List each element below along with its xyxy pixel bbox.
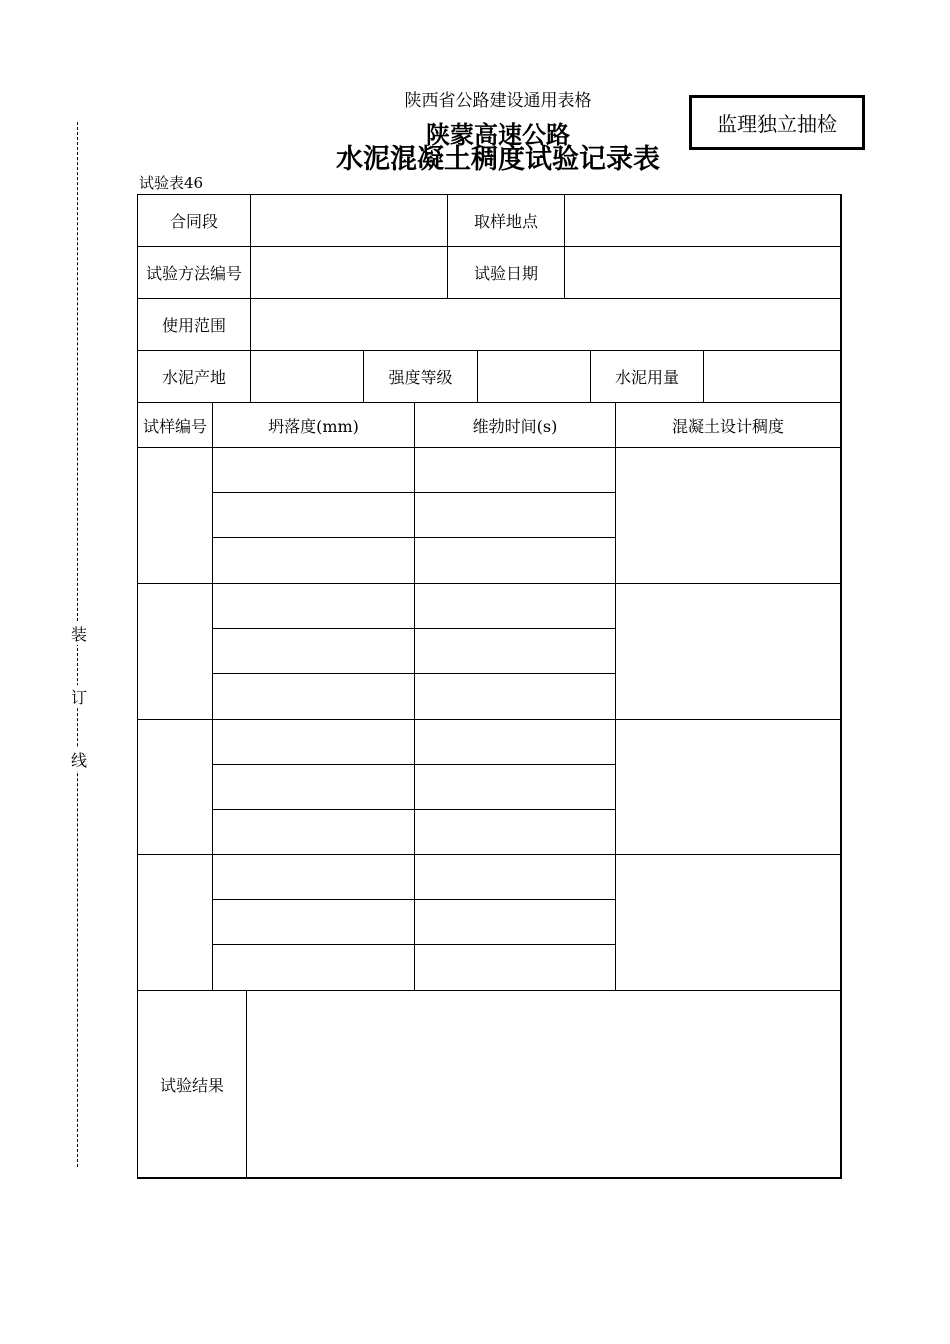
vebe-cell[interactable] <box>414 583 616 629</box>
header-design-consistency: 混凝土设计稠度 <box>615 402 841 448</box>
vebe-cell[interactable] <box>414 809 616 855</box>
test-method-label: 试验方法编号 <box>137 246 251 299</box>
binding-char: 装 <box>70 622 88 645</box>
contract-section-label: 合同段 <box>137 194 251 247</box>
test-date-label: 试验日期 <box>447 246 565 299</box>
province-form-label: 陕西省公路建设通用表格 <box>404 91 592 111</box>
vebe-cell[interactable] <box>414 719 616 765</box>
vebe-cell[interactable] <box>414 673 616 720</box>
slump-cell[interactable] <box>212 854 415 900</box>
usage-scope-label: 使用范围 <box>137 298 251 351</box>
vebe-cell[interactable] <box>414 537 616 584</box>
header-vebe-time: 维勃时间(s) <box>414 402 616 448</box>
slump-cell[interactable] <box>212 537 415 584</box>
sampling-location-field[interactable] <box>564 194 841 247</box>
test-date-field[interactable] <box>564 246 841 299</box>
sample-no-cell[interactable] <box>137 447 213 584</box>
slump-cell[interactable] <box>212 764 415 810</box>
vebe-cell[interactable] <box>414 764 616 810</box>
slump-cell[interactable] <box>212 447 415 493</box>
vebe-cell[interactable] <box>414 944 616 991</box>
sample-no-cell[interactable] <box>137 583 213 720</box>
slump-cell[interactable] <box>212 944 415 991</box>
slump-cell[interactable] <box>212 899 415 945</box>
test-result-label: 试验结果 <box>137 990 247 1178</box>
project-title: 陕蒙高速公路 <box>426 121 570 149</box>
slump-cell[interactable] <box>212 809 415 855</box>
slump-cell[interactable] <box>212 719 415 765</box>
form-title: 水泥混凝土稠度试验记录表 <box>336 144 660 175</box>
design-consistency-cell[interactable] <box>615 854 841 991</box>
usage-scope-field[interactable] <box>250 298 841 351</box>
vebe-cell[interactable] <box>414 447 616 493</box>
vebe-cell[interactable] <box>414 899 616 945</box>
sample-no-cell[interactable] <box>137 719 213 855</box>
cement-origin-label: 水泥产地 <box>137 350 251 403</box>
vebe-cell[interactable] <box>414 492 616 538</box>
test-method-field[interactable] <box>250 246 448 299</box>
cement-dosage-label: 水泥用量 <box>590 350 704 403</box>
design-consistency-cell[interactable] <box>615 583 841 720</box>
test-result-field[interactable] <box>246 990 841 1178</box>
slump-cell[interactable] <box>212 492 415 538</box>
cement-origin-field[interactable] <box>250 350 364 403</box>
design-consistency-cell[interactable] <box>615 447 841 584</box>
design-consistency-cell[interactable] <box>615 719 841 855</box>
contract-section-field[interactable] <box>250 194 448 247</box>
cement-dosage-field[interactable] <box>703 350 841 403</box>
vebe-cell[interactable] <box>414 854 616 900</box>
binding-char: 线 <box>70 748 88 771</box>
slump-cell[interactable] <box>212 628 415 674</box>
binding-char: 订 <box>70 685 88 708</box>
sample-no-cell[interactable] <box>137 854 213 991</box>
slump-cell[interactable] <box>212 583 415 629</box>
strength-grade-field[interactable] <box>477 350 591 403</box>
strength-grade-label: 强度等级 <box>363 350 478 403</box>
header-sample-no: 试样编号 <box>137 402 213 448</box>
sampling-location-label: 取样地点 <box>447 194 565 247</box>
header-slump: 坍落度(mm) <box>212 402 415 448</box>
supervision-stamp: 监理独立抽检 <box>689 95 865 150</box>
form-number: 试验表46 <box>139 174 204 192</box>
vebe-cell[interactable] <box>414 628 616 674</box>
slump-cell[interactable] <box>212 673 415 720</box>
